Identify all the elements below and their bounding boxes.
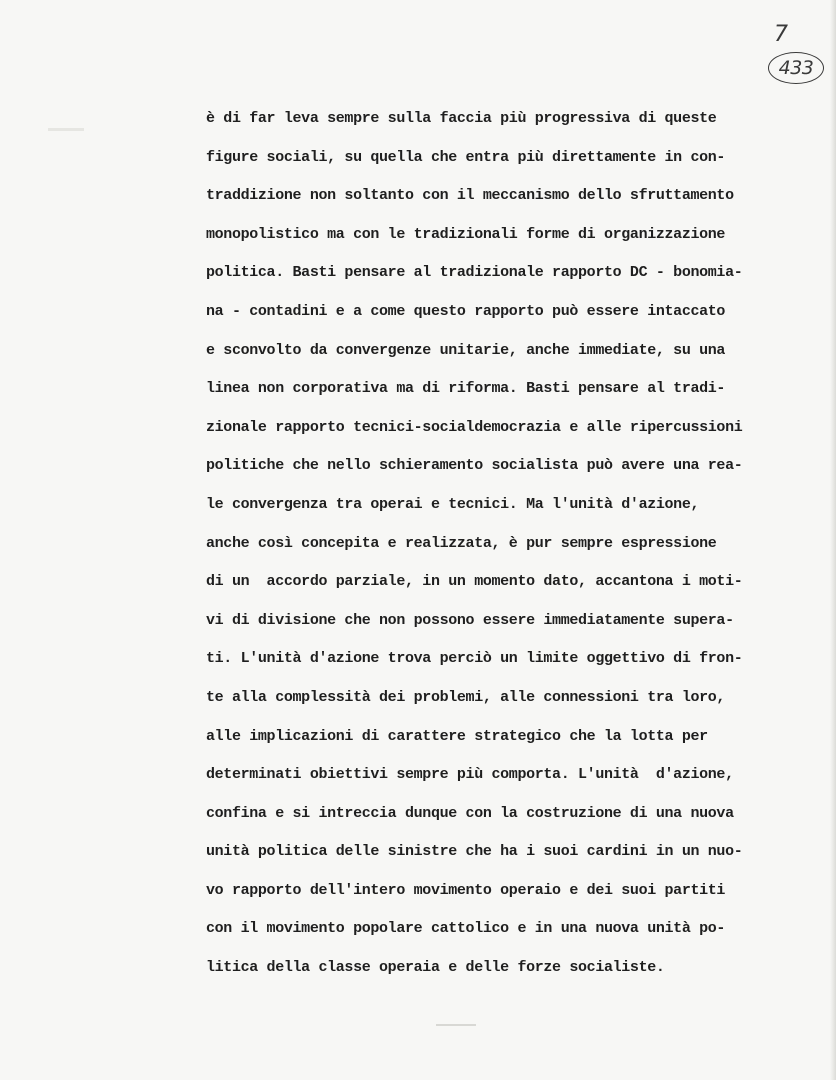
folio-number: 7 bbox=[774, 22, 788, 47]
text-line: e sconvolto da convergenze unitarie, anche immediate, su una bbox=[206, 341, 726, 359]
page-edge-shadow bbox=[830, 0, 836, 1080]
page-footer-mark bbox=[436, 1024, 476, 1026]
text-line: vi di divisione che non possono essere immediatamente supera- bbox=[206, 611, 734, 629]
text-line: na - contadini e a come questo rapporto può essere intaccato bbox=[206, 302, 726, 320]
text-line: politica. Basti pensare al tradizionale rapporto DC - bonomia- bbox=[206, 264, 743, 282]
text-line: linea non corporativa ma di riforma. Basti pensare al tradi- bbox=[206, 380, 726, 398]
text-line: anche così concepita e realizzata, è pur sempre espressione bbox=[206, 534, 717, 552]
text-line: determinati obiettivi sempre più comporta. L'unità d'azione, bbox=[206, 766, 734, 784]
text-line: confina e si intreccia dunque con la costruzione di una nuova bbox=[206, 804, 734, 822]
text-line: monopolistico ma con le tradizionali forme di organizzazione bbox=[206, 225, 726, 243]
text-line: litica della classe operaia e delle forze socialiste. bbox=[206, 959, 665, 977]
text-line: è di far leva sempre sulla faccia più progressiva di queste bbox=[206, 110, 717, 127]
text-line: traddizione non soltanto con il meccanismo dello sfruttamento bbox=[206, 187, 734, 205]
text-line: zionale rapporto tecnici-socialdemocrazia e alle ripercussioni bbox=[206, 418, 743, 436]
text-line: di un accordo parziale, in un momento dato, accantona i moti- bbox=[206, 573, 743, 591]
bleed-through-mark bbox=[48, 128, 84, 131]
text-line: alle implicazioni di carattere strategico che la lotta per bbox=[206, 727, 708, 745]
text-line: unità politica delle sinistre che ha i suoi cardini in un nuo- bbox=[206, 843, 743, 861]
typewritten-body-text bbox=[206, 106, 824, 994]
circled-archive-number: 433 bbox=[768, 52, 824, 84]
text-line: ti. L'unità d'azione trova perciò un limite oggettivo di fron- bbox=[206, 650, 743, 668]
text-line: vo rapporto dell'intero movimento operaio e dei suoi partiti bbox=[206, 881, 726, 899]
text-line: politiche che nello schieramento socialista può avere una rea- bbox=[206, 457, 743, 475]
handwritten-page-number bbox=[766, 18, 826, 88]
text-line: le convergenza tra operai e tecnici. Ma l'unità d'azione, bbox=[206, 495, 700, 513]
text-line: con il movimento popolare cattolico e in una nuova unità po- bbox=[206, 920, 726, 938]
text-line: figure sociali, su quella che entra più direttamente in con- bbox=[206, 148, 726, 166]
text-line: te alla complessità dei problemi, alle connessioni tra loro, bbox=[206, 688, 726, 706]
